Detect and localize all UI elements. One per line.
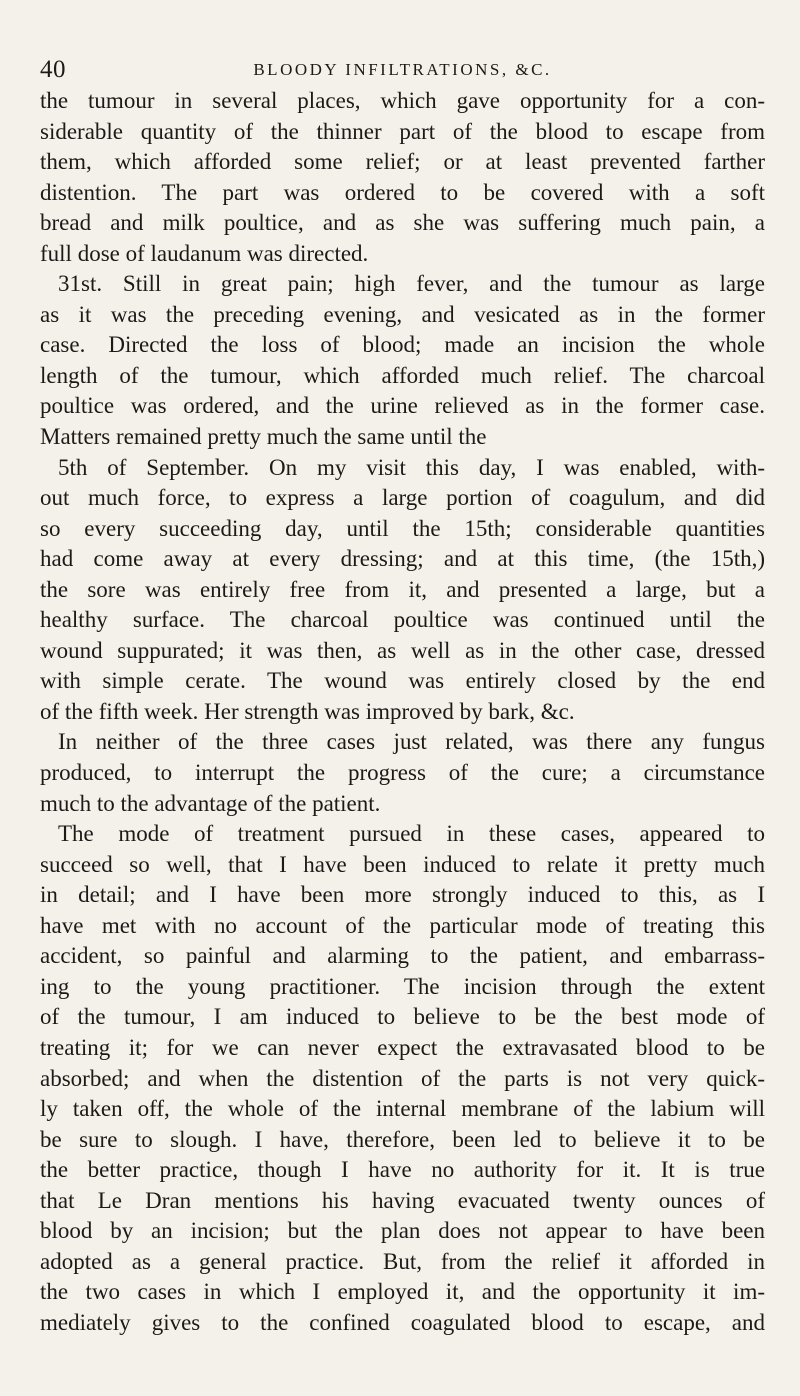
text-line: succeed so well, that I have been induced to relate it pretty much xyxy=(40,851,765,877)
text-line: absorbed; and when the distention of the parts is not very quick- xyxy=(40,1065,765,1091)
text-line: so every succeeding day, until the 15th; considerable quantities xyxy=(40,515,765,541)
text-line: the tumour in several places, which gave opportunity for a con- xyxy=(40,88,765,113)
running-head xyxy=(40,56,765,86)
text-line: ing to the young practitioner. The incision through the extent xyxy=(40,973,765,999)
text-line: accident, so painful and alarming to the patient, and embarrass- xyxy=(40,943,765,969)
text-line: that Le Dran mentions his having evacuated twenty ounces of xyxy=(40,1187,765,1213)
text-line: of the tumour, I am induced to believe to be the best mode of xyxy=(40,1004,765,1030)
text-line: case. Directed the loss of blood; made an incision the whole xyxy=(40,332,765,358)
text-line: of the fifth week. Her strength was improved by bark, &c. xyxy=(40,698,575,724)
text-line: the sore was entirely free from it, and presented a large, but a xyxy=(40,576,765,602)
text-line: out much force, to express a large portion of coagulum, and did xyxy=(40,485,765,511)
text-line: siderable quantity of the thinner part of the blood to escape from xyxy=(40,118,765,144)
text-line: wound suppurated; it was then, as well as in the other case, dressed xyxy=(40,637,765,663)
text-line: mediately gives to the confined coagulated blood to escape, and xyxy=(40,1309,765,1335)
text-line: have met with no account of the particular mode of treating this xyxy=(40,912,765,938)
text-line: The mode of treatment pursued in these cases, appeared to xyxy=(58,821,765,847)
text-line: produced, to interrupt the progress of the cure; a circumstance xyxy=(40,760,765,786)
text-line: the better practice, though I have no authority for it. It is true xyxy=(40,1157,765,1183)
text-line: poultice was ordered, and the urine relieved as in the former case. xyxy=(40,393,765,419)
text-line: healthy surface. The charcoal poultice was continued until the xyxy=(40,607,765,633)
text-line: distention. The part was ordered to be covered with a soft xyxy=(40,179,765,205)
text-line: ly taken off, the whole of the internal membrane of the labium will xyxy=(40,1096,765,1122)
text-line: be sure to slough. I have, therefore, been led to believe it to be xyxy=(40,1126,765,1152)
text-line: bread and milk poultice, and as she was suffering much pain, a xyxy=(40,210,765,236)
text-line: with simple cerate. The wound was entirely closed by the end xyxy=(40,668,765,694)
text-line: had come away at every dressing; and at this time, (the 15th,) xyxy=(40,546,765,572)
text-line: full dose of laudanum was directed. xyxy=(40,240,369,266)
text-line: treating it; for we can never expect the extravasated blood to be xyxy=(40,1034,765,1060)
text-line: 31st. Still in great pain; high fever, and the tumour as large xyxy=(58,271,765,297)
text-line: In neither of the three cases just related, was there any fungus xyxy=(58,729,765,755)
text-line: in detail; and I have been more strongly induced to this, as I xyxy=(40,882,765,908)
page-number: 40 xyxy=(40,56,66,83)
body-text xyxy=(40,86,765,1338)
text-line: the two cases in which I employed it, and the opportunity it im- xyxy=(40,1279,765,1305)
text-line: as it was the preceding evening, and vesicated as in the former xyxy=(40,301,765,327)
text-line: 5th of September. On my visit this day, I was enabled, with- xyxy=(58,454,765,480)
text-line: adopted as a general practice. But, from the relief it afforded in xyxy=(40,1248,765,1274)
text-line: much to the advantage of the patient. xyxy=(40,790,381,816)
text-line: blood by an incision; but the plan does not appear to have been xyxy=(40,1218,765,1244)
text-line: Matters remained pretty much the same until the xyxy=(40,424,487,450)
running-title: BLOODY INFILTRATIONS, &C. xyxy=(253,60,552,79)
text-line: them, which afforded some relief; or at least prevented farther xyxy=(40,149,765,175)
text-line: length of the tumour, which afforded much relief. The charcoal xyxy=(40,362,765,388)
